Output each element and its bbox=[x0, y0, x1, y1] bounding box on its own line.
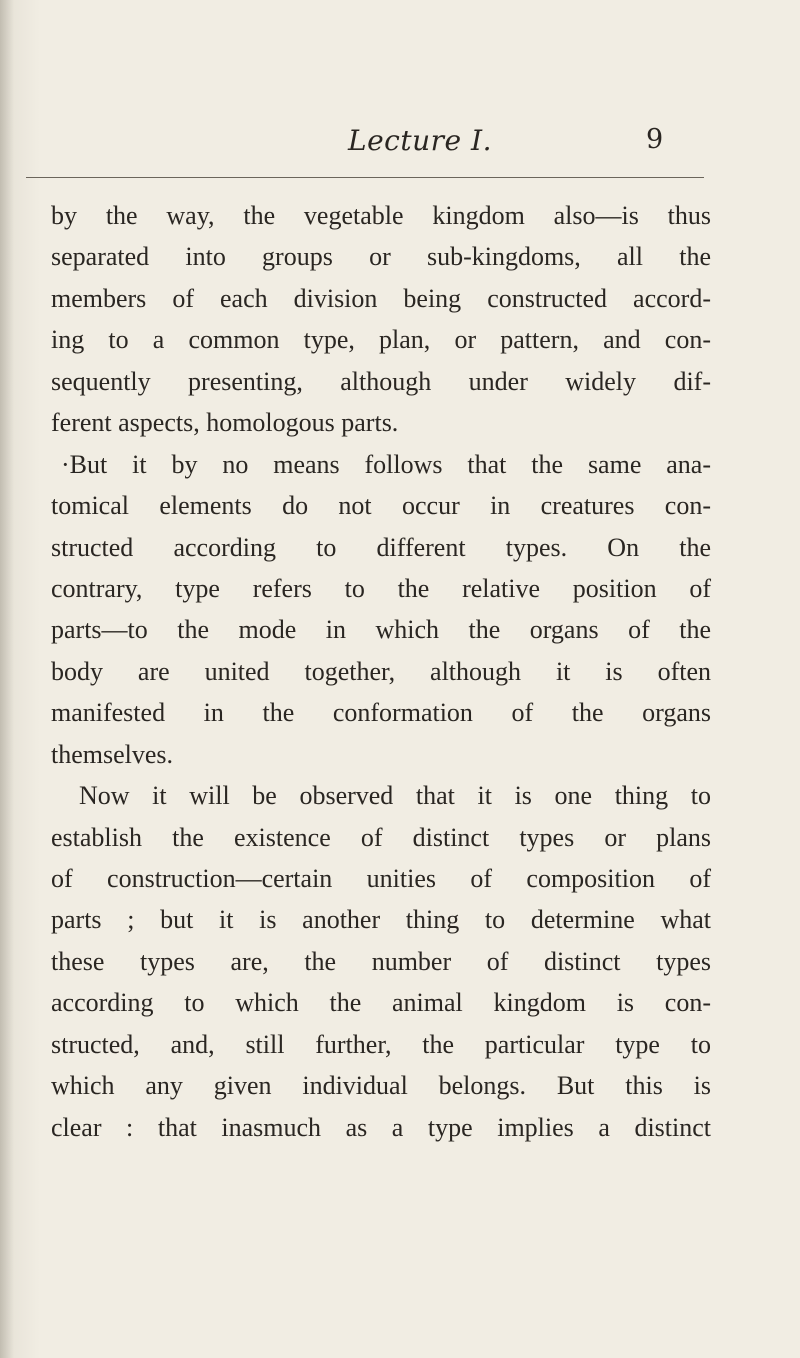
text-line: by the way, the vegetable kingdom also—is thus bbox=[51, 201, 711, 230]
text-line: structed according to different types. On the bbox=[51, 532, 711, 562]
text-line: members of each division being constructed accord- bbox=[51, 283, 711, 313]
text-line: ·But it by no means follows that the same ana- bbox=[61, 449, 711, 479]
text-line: these types are, the number of distinct types bbox=[51, 946, 711, 976]
body-text bbox=[51, 195, 711, 1148]
text-line: Now it will be observed that it is one thing to bbox=[79, 781, 711, 811]
text-line: tomical elements do not occur in creatures con- bbox=[51, 491, 711, 521]
text-line: clear : that inasmuch as a type implies a distinct bbox=[51, 1112, 711, 1142]
gutter-shadow bbox=[0, 0, 14, 1358]
text-line: parts—to the mode in which the organs of the bbox=[51, 615, 711, 645]
text-line: ing to a common type, plan, or pattern, and con- bbox=[51, 325, 711, 355]
text-line: sequently presenting, although under widely dif- bbox=[51, 366, 711, 396]
text-line: according to which the animal kingdom is con- bbox=[51, 988, 711, 1018]
text-line: structed, and, still further, the particular type to bbox=[51, 1029, 711, 1059]
running-title: Lecture I. bbox=[348, 124, 492, 157]
text-line: manifested in the conformation of the organs bbox=[51, 698, 711, 728]
text-line: parts ; but it is another thing to determine what bbox=[51, 905, 711, 935]
text-line: themselves. bbox=[51, 739, 174, 769]
text-line: body are united together, although it is often bbox=[51, 656, 711, 686]
text-line: separated into groups or sub-kingdoms, all the bbox=[51, 242, 711, 272]
page-header bbox=[0, 0, 800, 190]
header-rule bbox=[26, 177, 704, 178]
text-line: ferent aspects, homologous parts. bbox=[51, 408, 399, 438]
page-number: 9 bbox=[646, 124, 664, 155]
text-line: of construction—certain unities of composition of bbox=[51, 864, 711, 893]
text-line: contrary, type refers to the relative position of bbox=[51, 573, 711, 603]
text-line: establish the existence of distinct types or plans bbox=[51, 822, 711, 852]
text-line: which any given individual belongs. But this is bbox=[51, 1071, 711, 1101]
